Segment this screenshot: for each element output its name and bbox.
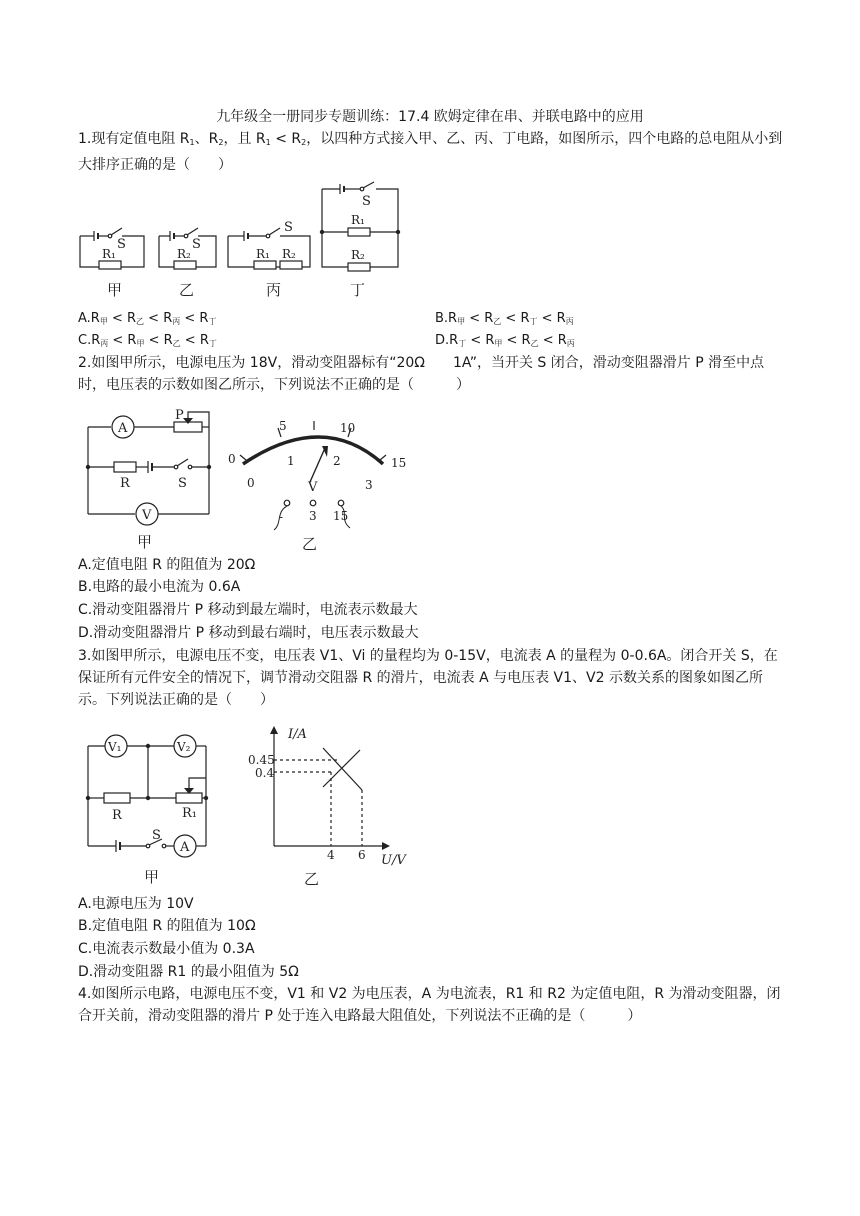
svg-text:0.45: 0.45	[248, 753, 275, 767]
svg-text:R₁: R₁	[351, 213, 365, 227]
q2-figures	[78, 400, 418, 560]
svg-text:R₁: R₁	[182, 806, 197, 821]
q1-option-c[interactable]: $C.R_丙 < R_甲 < R_乙 < R_丁$	[78, 333, 217, 348]
svg-text:V: V	[142, 508, 152, 523]
svg-text:V: V	[308, 480, 318, 495]
svg-text:R₁: R₁	[102, 247, 116, 261]
svg-text:乙: 乙	[304, 870, 320, 888]
svg-text:3: 3	[309, 509, 317, 523]
svg-text:5: 5	[279, 419, 287, 433]
svg-text:U/V: U/V	[381, 853, 406, 868]
svg-text:R₂: R₂	[177, 247, 191, 261]
q1-stem: 1.现有定值电阻 $R_1$、$R_2$，且 $R_1 < R_2$，以四种方式接入甲、乙、丙、丁电路，如图所示，四个电路的总电阻从小到大排序正确的是（ ）	[78, 131, 783, 173]
q4-stem: 4.如图所示电路，电源电压不变，V1 和 V2 为电压表，A 为电流表，R1 和 R2 为定值电阻，R 为滑动变阻器，闭合开关前，滑动变阻器的滑片 P 处于连入电路最大阻值处，下列说法不正确的是（ ）	[78, 986, 781, 1024]
svg-text:S: S	[192, 237, 201, 252]
fig-label-yi: 乙	[179, 281, 195, 299]
q3-option-a[interactable]: A.电源电压为 10V	[78, 896, 194, 912]
svg-text:甲: 甲	[144, 868, 160, 886]
q2-option-b[interactable]: B.电路的最小电流为 0.6A	[78, 579, 241, 595]
svg-text:P: P	[175, 408, 184, 423]
fig-label-bing: 丙	[266, 281, 282, 299]
svg-text:乙: 乙	[302, 535, 318, 553]
svg-text:S: S	[178, 476, 187, 491]
fig-label-ding: 丁	[350, 281, 366, 299]
svg-text:甲: 甲	[137, 533, 153, 551]
q2-option-a[interactable]: A.定值电阻 R 的阻值为 20Ω	[78, 557, 256, 573]
fig-label-jia: 甲	[107, 281, 123, 299]
svg-text:0.4: 0.4	[255, 766, 275, 780]
svg-text:1: 1	[287, 454, 295, 468]
svg-text:V₂: V₂	[177, 740, 191, 754]
svg-text:10: 10	[340, 421, 356, 435]
q1-s-label: S	[117, 237, 126, 252]
q3-option-d[interactable]: D.滑动变阻器 R1 的最小阻值为 5Ω	[78, 964, 299, 980]
svg-text:0: 0	[247, 476, 255, 490]
svg-text:R₂: R₂	[351, 248, 365, 262]
q3-stem: 3.如图甲所示，电源电压不变，电压表 V1、Vi 的量程均为 0-15V，电流表 A 的量程为 0-0.6A。闭合开关 S，在保证所有元件安全的情况下，调节滑动交阻器 R 的滑片，电流表 A 与电压表 V1、V2 示数关系的图象如图乙所示。下列说法正确的是（ ）	[78, 648, 778, 708]
q3-option-c[interactable]: C.电流表示数最小值为 0.3A	[78, 941, 255, 957]
q1-circuit-figures	[70, 180, 410, 305]
svg-text:15: 15	[391, 456, 407, 470]
q2-stem: 2.如图甲所示，电源电压为 18V，滑动变阻器标有“20Ω 1A”，当开关 S 闭合，滑动变阻器滑片 P 滑至中点时，电压表的示数如图乙所示，下列说法不正确的是（ ）	[78, 355, 765, 393]
q3-figures	[78, 722, 428, 892]
svg-text:S: S	[152, 828, 161, 843]
q3-option-b[interactable]: B.定值电阻 R 的阻值为 10Ω	[78, 918, 256, 934]
svg-text:-: -	[279, 510, 284, 524]
svg-text:3: 3	[365, 478, 373, 492]
svg-text:R₁: R₁	[256, 247, 270, 261]
svg-text:S: S	[362, 194, 371, 209]
svg-text:I/A: I/A	[288, 727, 307, 742]
svg-text:4: 4	[327, 848, 335, 862]
svg-text:R₂: R₂	[282, 247, 296, 261]
svg-text:R: R	[112, 808, 122, 823]
q2-option-d[interactable]: D.滑动变阻器滑片 P 移动到最右端时，电压表示数最大	[78, 625, 419, 641]
q3-iu-graph	[270, 726, 390, 850]
svg-text:6: 6	[358, 848, 366, 862]
q1-option-a[interactable]: $A.R_甲 < R_乙 < R_丙 < R_丁$	[78, 311, 217, 326]
svg-text:A: A	[180, 840, 190, 855]
svg-text:R: R	[120, 476, 130, 491]
q1-option-d[interactable]: $D.R_丁 < R_甲 < R_乙 < R_丙$	[435, 333, 575, 348]
q2-option-c[interactable]: C.滑动变阻器滑片 P 移动到最左端时，电流表示数最大	[78, 602, 418, 618]
q1-option-b[interactable]: $B.R_甲 < R_乙 < R_丁 < R_丙$	[435, 311, 574, 326]
page-title: 九年级全一册同步专题训练：17.4 欧姆定律在串、并联电路中的应用	[216, 109, 644, 125]
svg-text:A: A	[118, 421, 128, 436]
svg-text:2: 2	[333, 454, 341, 468]
svg-text:V₁: V₁	[108, 740, 122, 754]
svg-text:15: 15	[333, 509, 349, 523]
svg-text:S: S	[284, 220, 293, 235]
svg-text:0: 0	[228, 452, 236, 466]
